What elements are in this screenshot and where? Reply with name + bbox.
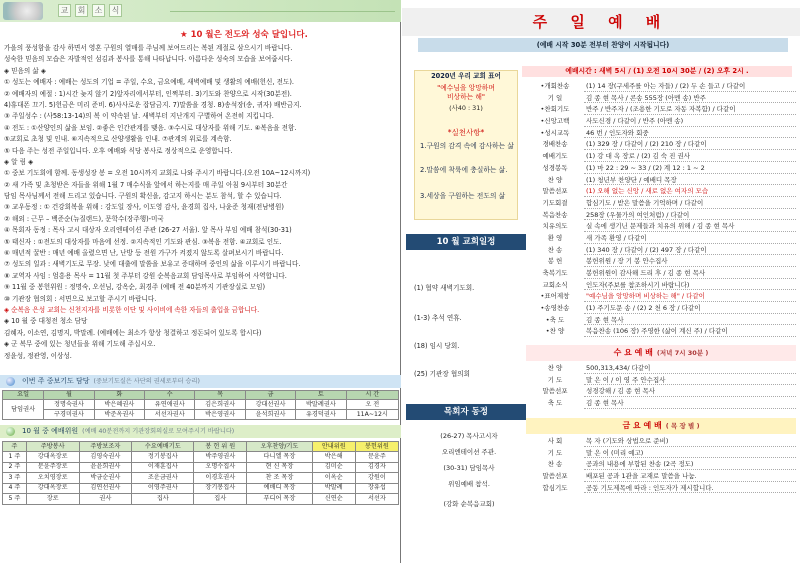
order-row	[526, 234, 796, 246]
schedule-item: (25) 기관장 협의회	[414, 370, 470, 378]
dotted-rule	[584, 91, 796, 92]
announcement-lines	[4, 43, 397, 362]
order-row	[526, 117, 796, 129]
announcement-line: ◈ 군 복무 중에 있는 청년들을 위해 기도해 주십시오.	[4, 340, 156, 349]
pastor-news-item: (30-31) 담임목사	[443, 464, 495, 472]
friday-order	[526, 437, 796, 495]
order-row	[526, 199, 796, 211]
order-value: 김 종 현 목사	[586, 315, 624, 324]
order-row	[526, 327, 796, 339]
prayer-cell: 박준옥권사	[94, 410, 144, 420]
duty-cell: 이영주권사	[132, 483, 194, 494]
order-row	[526, 484, 796, 496]
order-value: (1) 오해 없는 신앙 / 새로 없은 여자의 모습	[586, 187, 709, 196]
prayer-cell: 유연애권사	[145, 400, 195, 410]
church-news-header	[0, 0, 401, 22]
order-value: 공과의 내용에 부합된 찬송 (2곡 정도)	[586, 460, 694, 469]
table-header: 봉헌위원	[355, 442, 398, 452]
service-times: 예배시간 : 새벽 5시 / (1) 오전 10시 30분 / (2) 오후 2시 .	[522, 66, 792, 77]
dotted-rule	[584, 266, 796, 267]
dotted-rule	[584, 313, 796, 314]
prayer-cell: 윤석희권사	[245, 410, 295, 420]
order-label: 축 도	[547, 399, 563, 408]
order-value: 말 은 이 (미리 예고)	[586, 448, 644, 457]
usher-cell: 김미순	[312, 462, 355, 473]
order-value: 봉헌위원이 감사해 드리 후 / 김 종 현 목사	[586, 269, 706, 277]
duty-cell: 집사	[132, 494, 194, 505]
announcement-line: ⑩ 기관장 협의회 : 서면으로 보고할 주시기 바랍니다.	[4, 294, 157, 303]
order-value: 봉헌위원 / 장 기 봉 안수집사	[586, 257, 668, 266]
order-label: 말씀선포	[542, 472, 568, 481]
dotted-rule	[584, 102, 796, 103]
announcement-line: ◈ 10 월 중 대청전 청소 담당	[4, 317, 88, 326]
prayer-cell: 서선자권사	[145, 410, 195, 420]
order-label: 축복기도	[542, 269, 568, 277]
order-value: 말 은 이 / 이 영 주 안수집사	[586, 375, 666, 384]
order-row	[526, 187, 796, 199]
announcement-line: 김혜자, 이소연, 김명지, 박말례. (예배에는 최소가 항상 청결하고 정돈되어 있도록 합시다)	[4, 328, 262, 337]
service-order	[526, 82, 796, 339]
duty-cell: 윤윤희권사	[79, 462, 132, 473]
dotted-rule	[584, 196, 796, 197]
order-value: 배포된 공과 1관을 교재로 말씀을 나눔.	[586, 472, 697, 481]
pastor-news-item: 위임예배 참석.	[448, 480, 490, 488]
prayer-cell: 정명숙권사	[44, 400, 94, 410]
duty-cell: 강대옥장로	[26, 452, 79, 463]
order-label: 찬 송	[547, 245, 563, 254]
duty-cell: 집사	[194, 494, 247, 505]
offering-cell: 강원이	[355, 473, 398, 484]
table-header: 주	[3, 442, 27, 452]
practice-item: 1.구원의 감격 속에 감사하는 삶	[420, 142, 514, 150]
offering-cell: 문윤주	[355, 452, 398, 463]
duty-cell: 조운금권사	[132, 473, 194, 484]
duty-cell: 1 주	[3, 452, 27, 463]
table-header: 요일	[3, 391, 44, 400]
dotted-rule	[584, 408, 796, 409]
usher-cell: 박말례	[312, 483, 355, 494]
order-row	[526, 364, 796, 376]
duty-cell: 문윤주장로	[26, 462, 79, 473]
announcement-line: ① 중보 기도회에 함께. 동생성장 봉 = 오전 10시까지 교회로 나와 주시기 바랍니다.(오전 10A~12시까지)	[4, 169, 311, 178]
usher-cell: 박은해	[312, 452, 355, 463]
announcement-line: ⑥ 매년적 꿀반 : 매년 예배 올렸으면 난, 난방 등 전원 가구가 켜졌지 않도록 살펴보시기 바랍니다.	[4, 249, 284, 258]
announcement-line: ⑦ 성도의 일과 : 새벽기도로 무장. 낮에 대출에 말씀을 보유고 증대하며 중인의 삶을 이루시기 바랍니다.	[4, 260, 301, 269]
announcement-line: 성숙한 믿음의 모습은 자발적인 섬김과 봉사를 통해 나타납니다. 아름다운 성숙의 모습을 보여줍시다.	[4, 55, 293, 64]
duty-cell: 5 주	[3, 494, 27, 505]
dotted-rule	[584, 301, 796, 302]
order-row	[526, 437, 796, 449]
header-rule	[170, 11, 395, 12]
order-value: 목 자 (기도와 상법으로 준비)	[586, 437, 669, 445]
order-value: 합심기도 / 받은 말씀을 기억하며 / 다같이	[586, 198, 704, 207]
prayer-band: 이번 주 중보기도 담당 (중보기도실은 사단의 권세로부터 승리)	[0, 375, 401, 388]
duty-cell: 2 주	[3, 462, 27, 473]
announcement-line: ◈ 알 림 ◈	[4, 157, 34, 166]
order-row	[526, 82, 796, 94]
prayer-cell: 유경덕권사	[296, 410, 346, 420]
table-header: 수	[145, 391, 195, 400]
announcement-line: 가을의 풍성함을 감사 하면서 영혼 구원의 열매를 주님께 보여드리는 복된 계절로 삼으시기 바랍니다.	[4, 44, 293, 52]
dotted-rule	[584, 492, 796, 493]
order-row	[526, 164, 796, 176]
announcement-line: 담임 목사님께서 전해 드리고 있습니다. 구원의 확신을, 감고지 하시는 분도 참석, 할 수 있습니다.	[4, 192, 282, 201]
prayer-cell: 박은영권사	[195, 410, 245, 420]
order-value: 500,313,434/ 다같이	[586, 364, 651, 372]
practice-heading: *실천사항*	[447, 128, 485, 137]
dotted-rule	[584, 254, 796, 255]
table-header: 시 간	[346, 391, 398, 400]
duty-cell: 이재훈집사	[132, 462, 194, 473]
order-row	[526, 222, 796, 234]
order-label: 말씀선포	[542, 187, 568, 196]
order-label: 예배기도	[542, 152, 568, 161]
dotted-rule	[584, 469, 796, 470]
dotted-rule	[584, 481, 796, 482]
order-value: (1) 마 22 : 29 ~ 33 / (2) 계 12 : 1 ~ 2	[586, 163, 705, 172]
order-row	[526, 140, 796, 152]
table-header: 월	[44, 391, 94, 400]
dotted-rule	[584, 457, 796, 458]
order-label: 복음찬송	[542, 210, 568, 219]
order-row	[526, 105, 796, 117]
dotted-rule	[584, 114, 796, 115]
dotted-rule	[584, 149, 796, 150]
order-row	[526, 152, 796, 164]
order-value: 사도신경 / 다같이 / 반주 (아멘 송)	[586, 117, 684, 126]
order-value: 258장 (우물가의 여인처럼) / 다같이	[586, 210, 690, 219]
offering-cell: 장유섭	[355, 483, 398, 494]
order-value: (1) 329 장 / 다같이 / (2) 210 장 / 다같이	[586, 140, 707, 149]
wednesday-band: 수 요 예 배 (저녁 7시 30분 )	[526, 345, 796, 361]
motto-reference: (사40 : 31)	[449, 104, 483, 112]
usher-cell: 신연순	[312, 494, 355, 505]
order-label: •성시교독	[540, 128, 570, 137]
time-cell: 오 전	[346, 400, 398, 410]
order-label: 교회소식	[542, 280, 568, 289]
announcement-line: ⑤ 다음 주는 성전 주일입니다. 오후 예배와 식당 봉사로 정상적으로 운영합니다.	[4, 146, 233, 155]
dotted-rule	[584, 396, 796, 397]
order-value: 복음찬송 (106 장) 주영한 (삶이 계신 주) / 다같이	[586, 327, 728, 336]
dotted-rule	[584, 243, 796, 244]
order-row	[526, 211, 796, 223]
table-header: 화	[94, 391, 144, 400]
order-row	[526, 472, 796, 484]
dotted-rule	[584, 161, 796, 162]
prayer-cell: 김은희권사	[195, 400, 245, 410]
header-title: 교 회 소 식	[58, 4, 126, 18]
announcement-line: ④ 전도 : ①산양인의 삶을 보임. ②좋은 인간관계를 맺음. ③수시로 대상자를 위해 기도. ④복음을 전함.	[4, 123, 297, 132]
order-value: (1) 14 장(구세주를 아는 자들) / (2) 두 손 들고 / 다같이	[586, 82, 746, 90]
announcement-line: ② 예배자의 예절 : 1)시간 늦지 않기 2)앞자리에서부터, 인쩍부터. 3)기도와 찬양으로 시작(30분전).	[4, 89, 292, 98]
friday-band: 금 요 예 배 ( 목 장 별 )	[526, 418, 796, 434]
bullet-icon	[6, 427, 15, 436]
header-flower-image	[3, 2, 43, 20]
order-label: •표어제창	[540, 292, 570, 301]
table-header: 목	[195, 391, 245, 400]
sunday-service-title: 주 일 예 배	[402, 8, 800, 36]
order-label: 찬 송	[547, 460, 563, 469]
pastor-news-item: 오리엔테이션 주관.	[441, 448, 497, 456]
dotted-rule	[584, 373, 796, 374]
dotted-rule	[584, 384, 796, 385]
schedule-item: (18) 임시 당회.	[414, 342, 460, 350]
dotted-rule	[584, 289, 796, 290]
order-row	[526, 257, 796, 269]
duty-cell: 박주영권사	[194, 452, 247, 463]
order-value: 인도자(주보를 참조하시기 바랍니다)	[586, 280, 690, 289]
announcement-line: ◈ 믿음의 삶 ◈	[4, 66, 46, 75]
order-label: •찬회기도	[540, 105, 570, 114]
duty-cell: 다니엘 목장	[247, 452, 313, 463]
announcement-line: ◈ 순복음 은성 교회는 신천지자를 비롯한 이단 및 사이비에 속한 자들의 출입을 금합니다.	[4, 305, 260, 314]
duty-cell: 4 주	[3, 483, 27, 494]
dotted-rule	[584, 126, 796, 127]
prayer-cell: 구경미권사	[44, 410, 94, 420]
order-label: 찬 양	[547, 175, 563, 184]
order-label: •축 도	[545, 315, 565, 324]
order-row	[526, 129, 796, 141]
announcement-line: 4)휴대폰 끄기. 5)헌금은 미리 준비. 6)사사로운 잡담금지. 7)말씀을 경청. 8)송석장(송, 귀자) 배반금지.	[4, 100, 302, 109]
order-label: •개회찬송	[540, 82, 570, 90]
prayer-cell: 강대선권사	[245, 400, 295, 410]
table-header: 토	[296, 391, 346, 400]
bullet-icon	[6, 377, 15, 386]
table-header: 금	[245, 391, 295, 400]
announcement-line: ③ 교우동정 : ① 건강회복을 위해 : 강도일 장사, 이도영 감사, 윤경희 집사, 나윤준 청재(전남병원)	[4, 203, 284, 212]
service-subtitle: (예배 시작 30분 전부터 찬양이 시작됩니다)	[418, 38, 788, 52]
order-label: •송영찬송	[540, 304, 570, 313]
order-row	[526, 387, 796, 399]
order-value: 46 번 / 인도자와 회중	[586, 128, 649, 137]
table-header: 수요예배기도	[132, 442, 194, 452]
table-header: 오후찬양/기도	[247, 442, 313, 452]
order-row	[526, 304, 796, 316]
order-label: 사 회	[547, 437, 563, 445]
order-label: 찬 양	[547, 364, 563, 372]
duty-cell: 김연선권사	[79, 483, 132, 494]
order-label: 치유의도	[542, 222, 568, 231]
table-header: 주방보조자	[79, 442, 132, 452]
announcement-line: ③ 주일성수 : (사58:13-14)의 복 이 약속된 날. 새벽부터 지난개지 구별하여 온전히 지킵니다.	[4, 112, 274, 121]
duty-cell: 현 신 목장	[247, 462, 313, 473]
announcement-line: ④ 목회자 동정 : 목사 고시 대상자 오리엔테이션 주관 (26-27 서울). 앞 목사 부임 예배 참석(30-31)	[4, 226, 292, 235]
duty-cell: 장로	[26, 494, 79, 505]
practice-item: 3.세상을 구원하는 전도의 삶	[420, 192, 506, 200]
monthly-headline: ★ 10 월은 전도와 성숙 달입니다.	[180, 30, 308, 40]
duty-cell: 3 주	[3, 473, 27, 484]
order-value: 새 가족 환영 / 다같이	[586, 233, 647, 242]
dotted-rule	[584, 446, 796, 447]
pastor-news-item: (강화 순복음교회)	[443, 500, 495, 508]
prayer-cell: 박말례권사	[296, 400, 346, 410]
order-label: 경배찬송	[542, 140, 568, 149]
order-label: 기 일	[547, 93, 563, 102]
schedule-band: 10 월 교회일정	[406, 234, 526, 250]
offering-cell: 김경자	[355, 462, 398, 473]
order-value: "예수님을 앙망하며 비상하는 해" / 다같이	[586, 292, 705, 301]
duty-band: 10 월 중 예배위원 (예배 40분전까지 기관장회의실로 모여주시기 바랍니다)	[0, 425, 401, 438]
order-value: (1) 청년부 찬양단 / 예배디 목장	[586, 175, 677, 184]
motto-verse: "예수님을 앙망하며 비상하는 해"	[437, 84, 495, 101]
duty-cell: 푸디어 목장	[247, 494, 313, 505]
duty-cell: 정기봉집사	[132, 452, 194, 463]
order-label: 성경봉독	[542, 163, 568, 172]
duty-cell: 강대옥장로	[26, 483, 79, 494]
order-value: 공동 기도제목에 따라 : 인도자가 제시합니다.	[586, 483, 714, 492]
dotted-rule	[584, 324, 796, 325]
order-value: 실 속에 생기닌 문제들과 치유의 위해 / 김 종 현 목사	[586, 222, 735, 231]
order-row	[526, 376, 796, 388]
order-label: 환 영	[547, 233, 563, 242]
row-label: 담임권사	[3, 400, 44, 420]
duty-cell: 오치영장로	[26, 473, 79, 484]
duty-cell: 예배디 목장	[247, 483, 313, 494]
duty-cell: 장기봉집사	[194, 483, 247, 494]
order-label: 합심기도	[542, 483, 568, 492]
announcement-line: ② 해외 : 근무 – 백준순(뉴질랜드), 문학수(장주행)-미국	[4, 214, 164, 223]
order-value: 김 종 현 목사 / 콘송 555장 (아멘 송) 반주	[586, 93, 706, 102]
order-label: 기도회결	[542, 198, 568, 207]
dotted-rule	[584, 173, 796, 174]
order-value: 반주 / 반주자 / (조용한 기도로 자동 자복함) / 다같이	[586, 105, 736, 114]
dotted-rule	[584, 278, 796, 279]
order-row	[526, 176, 796, 188]
offering-cell: 서선자	[355, 494, 398, 505]
announcement-line: 정윤성, 정관영, 이상성.	[4, 351, 72, 360]
table-header: 안내위원	[312, 442, 355, 452]
wednesday-order	[526, 364, 796, 411]
duty-cell: 권사	[79, 494, 132, 505]
right-page	[402, 0, 800, 563]
duty-cell: 오명수집사	[194, 462, 247, 473]
usher-cell: 이옥순	[312, 473, 355, 484]
dotted-rule	[584, 208, 796, 209]
schedule-item: (1) 협약 새벽기도회.	[414, 284, 475, 292]
dotted-rule	[584, 336, 796, 337]
order-row	[526, 246, 796, 258]
duty-cell: 찬 조 목장	[247, 473, 313, 484]
announcement-line: ⑤ 태신자 : ①전도의 대상자를 마음에 선정. ②지속적인 기도와 관심. ③복음 전함. ④교회로 인도.	[4, 237, 282, 246]
time-cell: 11A~12시	[346, 410, 398, 420]
order-row	[526, 399, 796, 411]
order-label: 기 도	[547, 375, 563, 384]
order-row	[526, 316, 796, 328]
prayer-table	[2, 390, 399, 420]
order-row	[526, 292, 796, 304]
duty-cell: 김영숙권사	[79, 452, 132, 463]
order-value: (1) 주기도문 송 / (2) 2 천 6 장 / 다같이	[586, 304, 701, 313]
pastor-news-item: (26-27) 목사고시자	[440, 432, 498, 440]
table-header: 주방봉사	[26, 442, 79, 452]
dotted-rule	[584, 184, 796, 185]
order-row	[526, 460, 796, 472]
prayer-cell: 박은혜권사	[94, 400, 144, 410]
order-label: •찬 양	[545, 327, 565, 336]
schedule-item: (1-3) 추석 연휴.	[414, 314, 462, 322]
order-row	[526, 269, 796, 281]
order-label: 말씀선포	[542, 387, 568, 396]
announcement-line: ① 성도는 예배자 : 예배는 성도의 기업 = 주일, 수요, 금요예배, 새벽예배 및 생활의 예배(헌신, 전도).	[4, 78, 295, 87]
order-row	[526, 449, 796, 461]
order-value: 김 종 현 목사	[586, 399, 624, 408]
duty-cell: 이경호권사	[194, 473, 247, 484]
announcement-line: ⑨ 11월 중 봉헌위원 : 정명숙, 오선님, 강옥순, 최경주 (예배 전 40분까지 기관장실로 모임)	[4, 283, 266, 292]
announcement-line: ② 새 가족 및 초청받은 자들을 위해 1월 7 매수식을 앞에서 하는지를 매 주일 아침 9시부터 30분간	[4, 180, 288, 189]
order-label: 봉 헌	[547, 257, 563, 266]
announcement-line: ⑤교회로 초청 및 인내. ⑥지속적으로 산양생활을 인내. ⑦관계의 위로를 계속함.	[4, 135, 232, 144]
table-header: 봉 헌 위 원	[194, 442, 247, 452]
order-label: 기 도	[547, 448, 563, 457]
duty-cell: 박금순권사	[79, 473, 132, 484]
pastor-news-band: 목회자 동정	[406, 404, 526, 420]
order-value: 성경강해 / 김 종 현 목사	[586, 387, 656, 396]
dotted-rule	[584, 231, 796, 232]
dotted-rule	[584, 219, 796, 220]
motto-year: 2020년 우리 교회 표어	[431, 72, 501, 80]
duty-table	[2, 441, 399, 505]
order-value: (1) 강 대 옥 장로 / (2) 김 숙 진 권사	[586, 152, 691, 161]
practice-item: 2.말씀에 착륙에 충실하는 삶.	[420, 166, 508, 174]
order-value: (1) 340 장 / 다같이 / (2) 497 장 / 다같이	[586, 245, 707, 254]
order-row	[526, 281, 796, 293]
dotted-rule	[584, 137, 796, 138]
order-label: •신앙고백	[540, 117, 570, 126]
announcement-line: ⑧ 교역자 사임 : 엄흥용 목사 = 11월 첫 주부터 강원 순복음교회 담임목사로 부임하여 사역합니다.	[4, 271, 287, 280]
order-row	[526, 94, 796, 106]
